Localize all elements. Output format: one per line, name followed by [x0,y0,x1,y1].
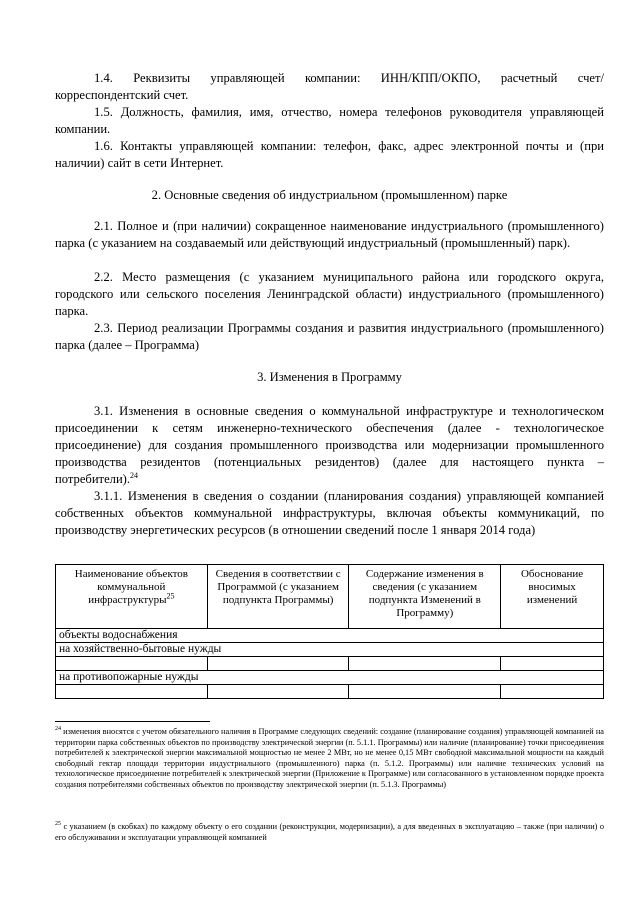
table-row [56,629,604,643]
row-fire-needs: на противопожарные нужды [56,671,604,685]
paragraph-1-6: 1.6. Контакты управляющей компании: телефон, факс, адрес электронной почты и (при наличии) сайт в сети Интернет. [55,139,604,170]
paragraph-3-1 [55,403,604,488]
table-row [56,671,604,685]
section-3-heading: 3. Изменения в Программу [257,370,402,384]
footnote-ref-25: 25 [166,591,175,601]
empty-cell [56,657,208,671]
footnote-25-number: 25 [55,821,61,828]
footnote-24-text: изменения вносятся с учетом обязательного наличия в Программе следующих сведений: создание (планирование создания) управляющей компанией на территории парка собственных объектов по производству электрической энергии (п. 5.1.1. Программы) или наличие (планирование) точки присоединения потребителей к электрической энергии максимальной мощностью не менее 2 МВт, но не менее 0,15 МВт свободной максимальной мощности на каждый свободный гектар площади территории индустриального (промышленного) парка (п. 5.1.2. Программы) или наличие технических условий на технологическое присоединение потребителей к электрической энергии (Приложение к Программе) или согласованного в установленном порядке проекта создания потребителями собственных объектов по производству электрической энергии (п. 5.1.3. Программы) [55,727,604,789]
header-object-name: Наименование объектов коммунальной инфраструктуры$^{25}$ [56,565,208,629]
empty-cell [349,685,501,699]
paragraph-2-1: 2.1. Полное и (при наличии) сокращенное наименование индустриального (промышленного) парка (с указанием на создаваемый или действующий индустриальный (промышленный) парк). [55,219,604,250]
footnote-separator [55,721,210,722]
paragraph-3-1-text: 3.1. Изменения в основные сведения о коммунальной инфраструктуре и технологическом присоединении к сетям инженерно-технического обеспечения (далее - технологическое присоединение) для создания промышленного производства или модернизации промышленного производства резидентов (потенциальных резидентов) (далее для настоящего пункта – потребители). [55,404,604,486]
paragraph-1-5: 1.5. Должность, фамилия, имя, отчество, номера телефонов руководителя управляющей компании. [55,105,604,136]
table-row [56,685,604,699]
paragraph-1-4: 1.4. Реквизиты управляющей компании: ИНН/КПП/ОКПО, расчетный счет/корреспондентский счет. [55,71,604,102]
footnote-25 [55,822,604,843]
empty-cell [349,657,501,671]
header-change-content: Содержание изменения в сведения (с указанием подпункта Изменений в Программу) [349,565,501,629]
row-water-supply: объекты водоснабжения [56,629,604,643]
table-row [56,643,604,657]
empty-cell [207,657,349,671]
empty-cell [501,657,604,671]
empty-cell [56,685,208,699]
paragraph-3-1-1: 3.1.1. Изменения в сведения о создании (планирования создания) управляющей компанией собственных объектов коммунальной инфраструктуры, включая объекты коммуникаций, по производству энергетических ресурсов (в отношении сведений после 1 января 2014 года) [55,489,604,537]
footnote-ref-24: 24 [130,470,139,480]
section-2-heading: 2. Основные сведения об индустриальном (промышленном) парке [151,188,508,202]
header-justification: Обоснование вносимых изменений [501,565,604,629]
table-header-row [56,565,604,629]
row-household-needs: на хозяйственно-бытовые нужды [56,643,604,657]
empty-cell [501,685,604,699]
paragraph-2-3: 2.3. Период реализации Программы создания и развития индустриального (промышленного) парка (далее – Программа) [55,321,604,352]
footnote-25-text: с указанием (в скобках) по каждому объекту о его создании (реконструкции, модернизации), а для введенных в эксплуатацию – также (при наличии) о его обслуживании и эксплуатации управляющей компанией [55,822,604,842]
infrastructure-table [55,564,604,699]
footnote-24-number: 24 [55,726,61,733]
footnote-24 [55,727,604,790]
table-row [56,657,604,671]
empty-cell [207,685,349,699]
header-program-info: Сведения в соответствии с Программой (с указанием подпункта Программы) [207,565,349,629]
paragraph-2-2: 2.2. Место размещения (с указанием муниципального района или городского округа, городского или сельского поселения Ленинградской области) индустриального (промышленного) парка. [55,270,604,318]
